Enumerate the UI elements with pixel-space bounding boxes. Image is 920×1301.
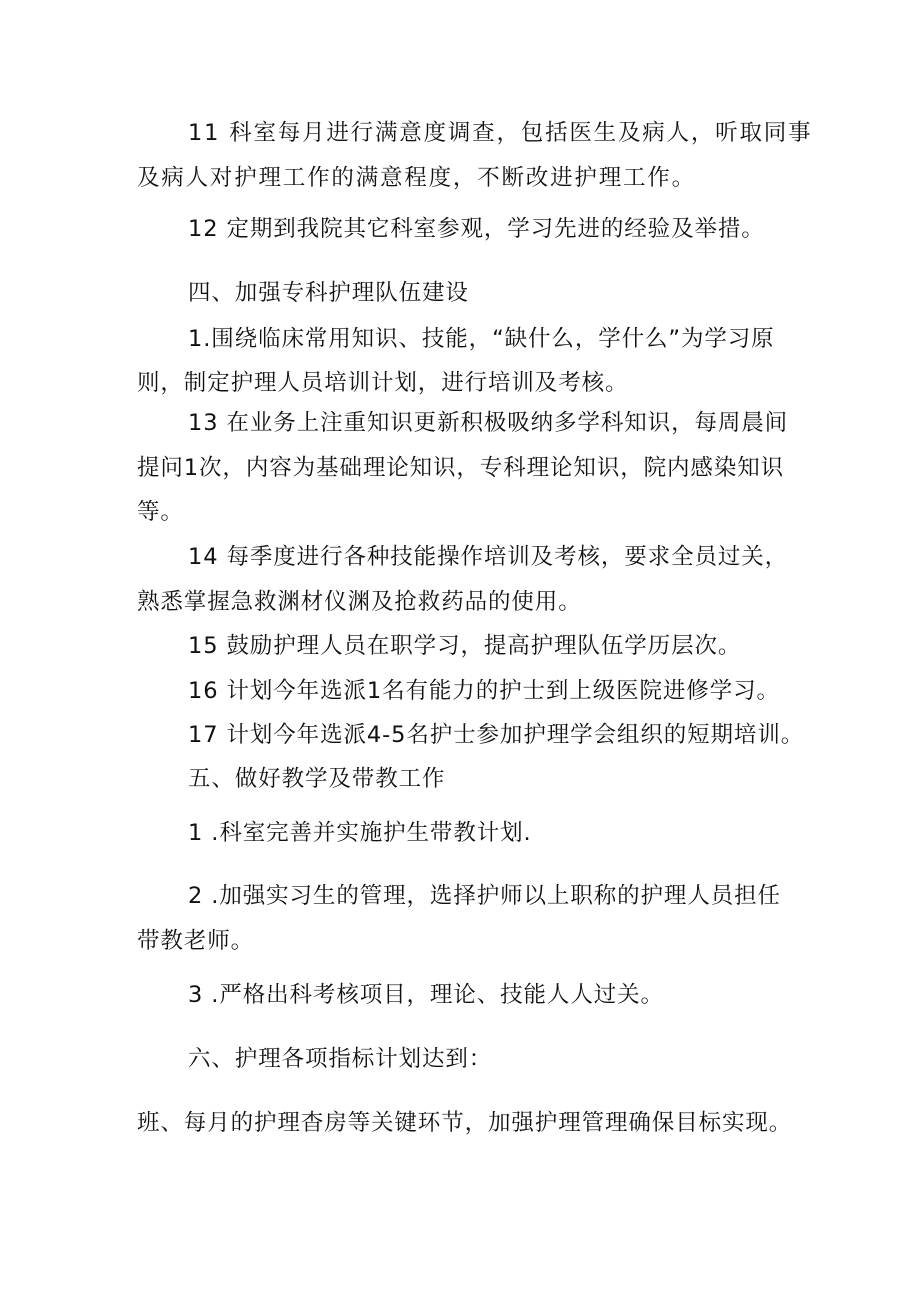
paragraph-13-line-2: 提问1次，内容为基础理论知识，专科理论知识，院内感染知识 [137, 455, 785, 481]
paragraph-17: 17 计划今年选派4-5名护士参加护理学会组织的短期培训。 [188, 722, 805, 748]
teaching-item-2-line-2: 带教老师。 [137, 928, 255, 954]
paragraph-16: 16 计划今年选派1名有能力的护士到上级医院进修学习。 [188, 678, 780, 704]
paragraph-12: 12 定期到我院其它科室参观，学习先进的经验及举措。 [188, 216, 765, 242]
teaching-item-2-line-1: 2 .加强实习生的管理，选择护师以上职称的护理人员担任 [188, 883, 781, 909]
teaching-item-3: 3 .严格出科考核项目，理论、技能人人过关。 [188, 982, 664, 1008]
paragraph-14-line-2: 熟悉掌握急救渊材仪渊及抢救药品的使用。 [137, 589, 582, 615]
section-heading-5: 五、做好教学及带教工作 [188, 766, 446, 792]
teaching-item-1: 1 .科室完善并实施护生带教计划. [188, 820, 532, 846]
closing-line: 班、每月的护理杳房等关键环节，加强护理管理确保目标实现。 [137, 1110, 793, 1136]
paragraph-1-line-1: 1.围绕临床常用知识、技能，“缺什么，学什么”为学习原 [188, 326, 775, 352]
paragraph-11-line-2: 及病人对护理工作的满意程度，不断改进护理工作。 [137, 165, 696, 191]
paragraph-11-line-1: 11 科室每月进行满意度调查，包括医生及病人，听取同事 [188, 120, 813, 146]
paragraph-13-line-3: 等。 [137, 499, 184, 525]
section-heading-4: 四、加强专科护理队伍建设 [188, 280, 469, 306]
section-heading-6: 六、护理各项指标计划达到： [188, 1046, 493, 1072]
paragraph-13-line-1: 13 在业务上注重知识更新积极吸纳多学科知识，每周晨间 [188, 410, 789, 436]
paragraph-15: 15 鼓励护理人员在职学习，提高护理队伍学历层次。 [188, 633, 742, 659]
paragraph-14-line-1: 14 每季度进行各种技能操作培训及考核，要求全员过关， [188, 544, 789, 570]
paragraph-1-line-2: 则，制定护理人员培训计划，进行培训及考核。 [137, 370, 629, 396]
